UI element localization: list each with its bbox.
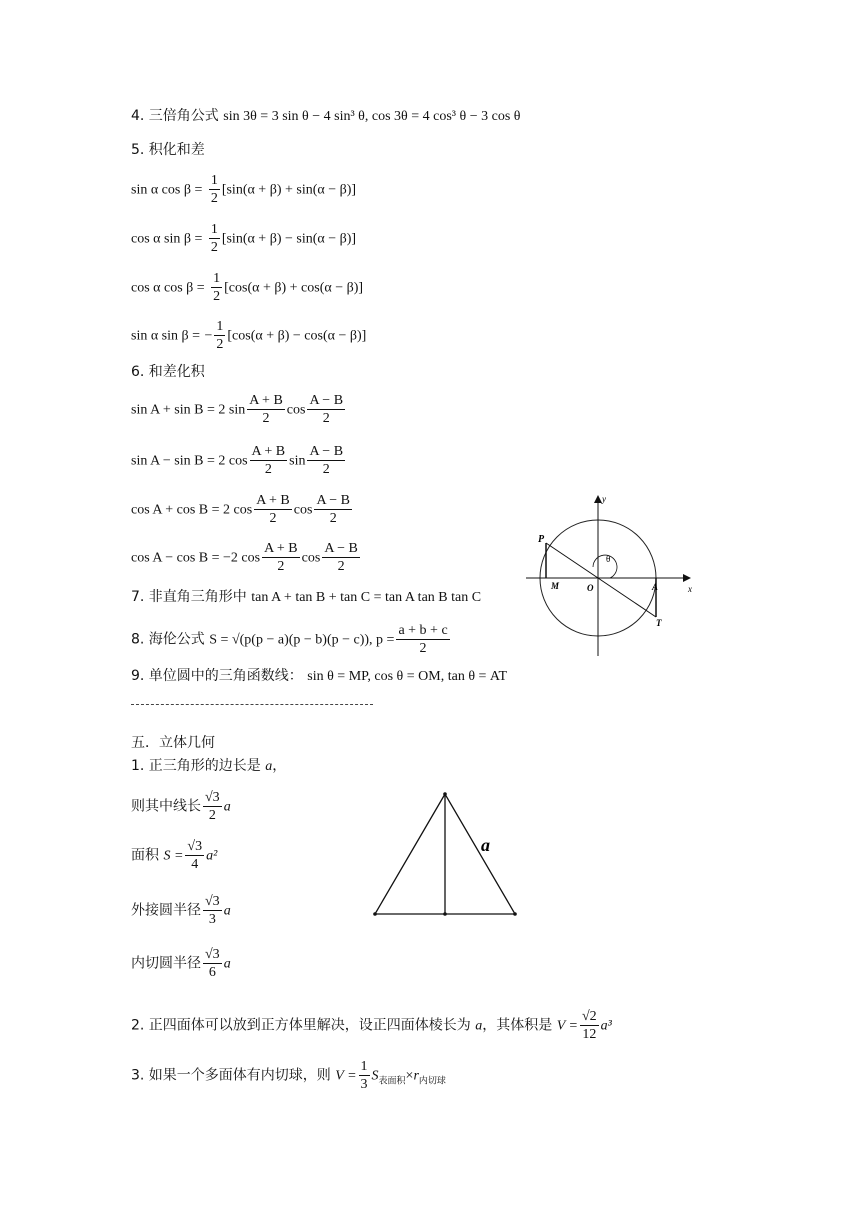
s2p-formula-2: sin A − sin B = 2 cos $\frac{A + B}{2}$ sin $\frac{A - B}{2}$ — [131, 444, 344, 477]
fraction: $\frac{A + B}{2}$ — [256, 493, 290, 526]
tetrahedron-line: 2. 正四面体可以放到正方体里解决，设正四面体棱长为 a，其体积是 V = $\frac{√2}{12}$ a³ — [131, 1009, 612, 1042]
fraction: $\frac{A - B}{2}$ — [324, 541, 358, 574]
label-o: O — [587, 583, 594, 593]
fraction: $\frac{√3}{3}$ — [205, 894, 220, 927]
equilateral-triangle-diagram — [365, 785, 525, 925]
area-line: 面积 S = $\frac{√3}{4}$ a² — [131, 839, 218, 872]
fraction: $\frac{A - B}{2}$ — [309, 393, 344, 426]
product-to-sum-heading: 5. 积化和差 — [131, 142, 205, 158]
triple-angle-label: 4. 三倍角公式 — [131, 108, 219, 124]
label-m: M — [551, 581, 560, 591]
unit-circle-line: 9. 单位圆中的三角函数线： sin θ = MP, cos θ = OM, tan θ = AT — [131, 668, 508, 684]
fraction: $\frac{a + b + c}{2}$ — [398, 623, 448, 656]
fraction: $\frac{A - B}{2}$ — [316, 493, 351, 526]
s2p-formula-4: cos A − cos B = −2 cos $\frac{A + B}{2}$ cos $\frac{A - B}{2}$ — [131, 541, 358, 574]
s2p-formula-1: sin A + sin B = 2 sin $\frac{A + B}{2}$ cos $\frac{A - B}{2}$ — [131, 393, 344, 426]
label-p: P — [538, 534, 545, 545]
label-theta: θ — [606, 554, 611, 564]
fraction: $\frac{1}{2}$ — [216, 319, 224, 352]
tan-identity-line: 7. 非直角三角形中 tan A + tan B + tan C = tan A tan B tan C — [131, 589, 482, 605]
circumradius-line: 外接圆半径 $\frac{√3}{3}$ a — [131, 894, 231, 927]
fraction: $\frac{A - B}{2}$ — [309, 444, 344, 477]
p2s-formula-1: sin α cos β = $\frac{1}{2}$ [sin(α + β) + sin(α − β)] — [131, 173, 357, 206]
s2p-formula-3: cos A + cos B = 2 cos $\frac{A + B}{2}$ cos $\frac{A - B}{2}$ — [131, 493, 351, 526]
fraction: $\frac{1}{2}$ — [210, 222, 218, 255]
fraction: $\frac{√2}{12}$ — [581, 1009, 597, 1042]
midpoint-base — [443, 912, 447, 916]
fraction: $\frac{√3}{6}$ — [205, 947, 220, 980]
radius-op — [546, 543, 659, 617]
fraction: $\frac{1}{3}$ — [360, 1059, 368, 1092]
side-label-a: a — [481, 835, 490, 855]
sum-to-product-heading: 6. 和差化积 — [131, 364, 205, 380]
unit-circle-diagram — [520, 492, 720, 662]
dashed-divider — [131, 704, 373, 705]
fraction: $\frac{A + B}{2}$ — [249, 393, 283, 426]
vertex-top — [443, 792, 447, 796]
section-heading: 五．立体几何 — [131, 735, 215, 751]
p2s-formula-2: cos α sin β = $\frac{1}{2}$ [sin(α + β) − sin(α − β)] — [131, 222, 357, 255]
vertex-left — [373, 912, 377, 916]
inradius-line: 内切圆半径 $\frac{√3}{6}$ a — [131, 947, 231, 980]
label-a: A — [652, 582, 659, 592]
triple-angle-line — [131, 107, 520, 126]
label-x: x — [688, 584, 692, 594]
vertex-right — [513, 912, 517, 916]
p2s-formula-3: cos α cos β = $\frac{1}{2}$ [cos(α + β) + cos(α − β)] — [131, 271, 364, 304]
fraction: $\frac{1}{2}$ — [210, 173, 218, 206]
median-line: 则其中线长 $\frac{√3}{2}$ a — [131, 790, 231, 823]
fraction: $\frac{√3}{4}$ — [187, 839, 203, 872]
triple-angle-formula: sin 3θ = 3 sin θ − 4 sin³ θ, cos 3θ = 4 cos³ θ − 3 cos θ — [223, 109, 521, 124]
fraction: $\frac{1}{2}$ — [213, 271, 221, 304]
fraction: $\frac{A + B}{2}$ — [251, 444, 286, 477]
label-y: y — [602, 494, 606, 504]
heron-line: 8. 海伦公式 S = √(p(p − a)(p − b)(p − c)), p = $\frac{a + b + c}{2}$ — [131, 623, 448, 656]
angle-arc — [593, 555, 617, 578]
fraction: $\frac{√3}{2}$ — [205, 790, 220, 823]
inscribed-sphere-line: 3. 如果一个多面体有内切球，则 V = $\frac{1}{3}$ $S_{表面积}\times r_{内切球}$ — [131, 1059, 446, 1092]
p2s-formula-4: sin α sin β = − $\frac{1}{2}$ [cos(α + β) − cos(α − β)] — [131, 319, 367, 352]
equilateral-intro: 1. 正三角形的边长是 a， — [131, 758, 287, 774]
label-t: T — [656, 618, 662, 628]
fraction: $\frac{A + B}{2}$ — [264, 541, 298, 574]
